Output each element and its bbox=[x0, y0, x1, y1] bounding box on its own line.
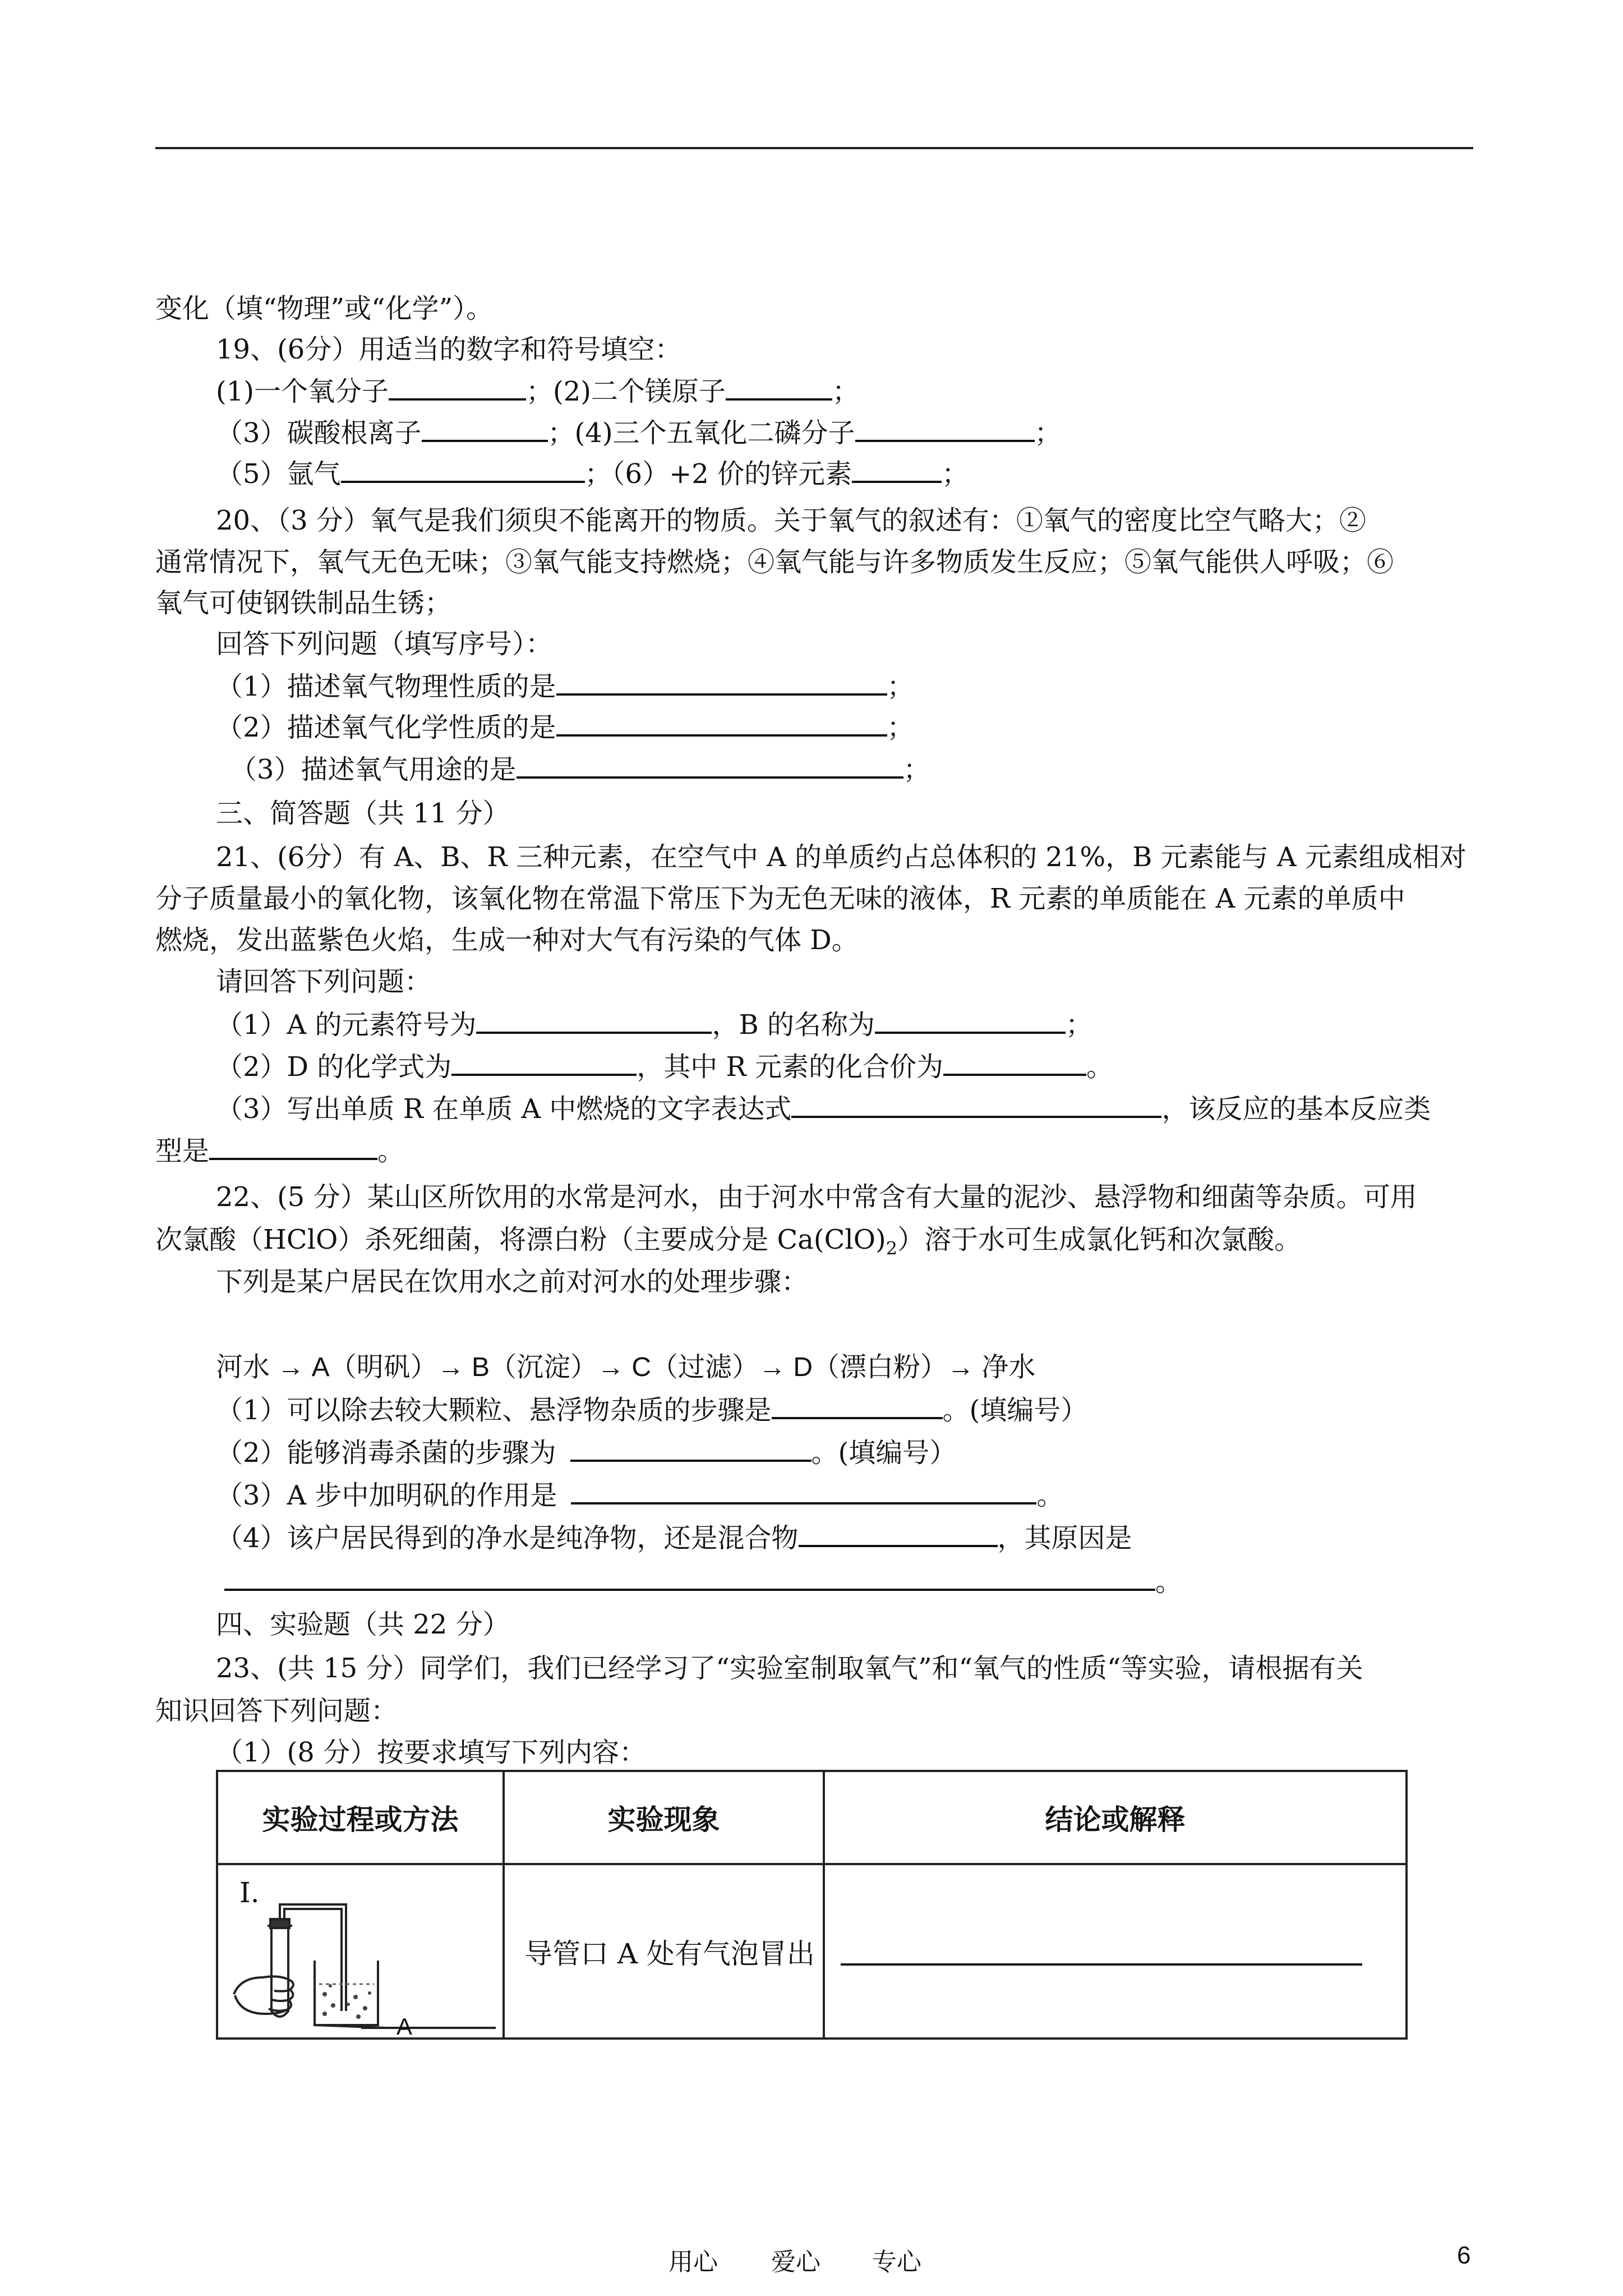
answer-blank[interactable] bbox=[852, 456, 942, 483]
answer-blank[interactable] bbox=[855, 415, 1035, 442]
question-21-row-1: （1）A 的元素符号为 ，B 的名称为 ； bbox=[216, 1007, 1092, 1042]
question-20-row-1: （1）描述氧气物理性质的是 ； bbox=[216, 669, 914, 703]
phenomenon-cell bbox=[504, 1864, 824, 2039]
answer-blank[interactable] bbox=[772, 1392, 943, 1419]
question-19-row-2: （3）碳酸根离子 ；(4)三个五氧化二磷分子 ； bbox=[216, 415, 1062, 450]
answer-blank[interactable] bbox=[799, 1520, 998, 1547]
answer-blank[interactable] bbox=[875, 1007, 1066, 1034]
text-line: （1）(8 分）按要求填写下列内容： bbox=[216, 1737, 647, 1768]
footer-text: 专心 bbox=[872, 2248, 921, 2276]
section-title: 四、实验题（共 22 分） bbox=[216, 1609, 510, 1640]
answer-blank[interactable] bbox=[209, 1133, 377, 1160]
question-20-row-2: （2）描述氧气化学性质的是 ； bbox=[216, 710, 914, 744]
table-header-row bbox=[217, 1771, 1407, 1864]
answer-blank[interactable] bbox=[556, 669, 887, 696]
phenomenon-text: 导管口 A 处有气泡冒出 bbox=[524, 1937, 815, 1970]
question-20-title: 20、（3 分）氧气是我们须臾不能离开的物质。关于氧气的叙述有：①氧气的密度比空气略大；② bbox=[216, 505, 1366, 536]
page-number: 6 bbox=[1457, 2242, 1471, 2269]
question-21-row-2: （2）D 的化学式为 ，其中 R 元素的化合价为 。 bbox=[216, 1049, 1113, 1084]
answer-blank[interactable] bbox=[389, 374, 526, 401]
text-line: 次氯酸（HClO）杀死细菌，将漂白粉（主要成分是 $Ca(ClO)_2$）溶于水可生成氯化钙和次氯酸。 bbox=[155, 1224, 1302, 1259]
experiment-table bbox=[216, 1770, 1408, 2040]
question-21-title: 21、(6分）有 A、B、R 三种元素，在空气中 A 的单质约占总体积的 21%，B 元素能与 A 元素组成相对 bbox=[216, 841, 1467, 873]
table-header: 实验现象 bbox=[504, 1771, 824, 1864]
question-21-row-3-cont: 型是 。 bbox=[155, 1133, 404, 1168]
answer-blank[interactable] bbox=[943, 1049, 1086, 1076]
footer-text: 爱心 bbox=[771, 2248, 820, 2276]
question-19-row-3: （5）氩气 ；（6）+2 价的锌元素 ； bbox=[216, 456, 969, 491]
question-22-row-4-cont: 。 bbox=[224, 1564, 1182, 1599]
question-22-row-2: （2）能够消毒杀菌的步骤为 。(填编号） bbox=[216, 1435, 956, 1470]
answer-blank[interactable] bbox=[517, 752, 903, 779]
answer-blank[interactable] bbox=[224, 1564, 1155, 1591]
text-line: 回答下列问题（填写序号）： bbox=[216, 628, 553, 660]
text-line: 知识回答下列问题： bbox=[155, 1695, 398, 1727]
question-19-row-1: (1)一个氧分子 ；(2)二个镁原子 ； bbox=[216, 374, 859, 408]
footer-text: 用心 bbox=[668, 2248, 718, 2276]
text-line: 分子质量最小的氧化物，该氧化物在常温下常压下为无色无味的液体，R 元素的单质能在 A 元素的单质中 bbox=[155, 883, 1405, 914]
answer-blank[interactable] bbox=[791, 1091, 1161, 1118]
table-header: 结论或解释 bbox=[824, 1771, 1407, 1864]
question-22-row-1: （1）可以除去较大颗粒、悬浮物杂质的步骤是 。(填编号） bbox=[216, 1392, 1087, 1427]
question-21-row-3: （3）写出单质 R 在单质 A 中燃烧的文字表达式 ，该反应的基本反应类 bbox=[216, 1091, 1431, 1126]
table-header: 实验过程或方法 bbox=[217, 1771, 504, 1864]
text-line: 变化（填“物理”或“化学”）。 bbox=[155, 293, 494, 324]
question-23-title: 23、(共 15 分）同学们，我们已经学习了“实验室制取氧气”和“氧气的性质“等实验，请根据有关 bbox=[216, 1653, 1363, 1684]
answer-blank[interactable] bbox=[726, 374, 832, 401]
question-20-row-3: （3）描述氧气用途的是 ； bbox=[230, 752, 930, 786]
answer-blank[interactable] bbox=[571, 1478, 1036, 1504]
text-line: 下列是某户居民在饮用水之前对河水的处理步骤： bbox=[216, 1266, 809, 1297]
text-line: 请回答下列问题： bbox=[216, 966, 432, 997]
question-19-title: 19、(6分）用适当的数字和符号填空： bbox=[216, 334, 682, 365]
text-line: 燃烧，发出蓝紫色火焰，生成一种对大气有污染的气体 D。 bbox=[155, 924, 859, 956]
diagram-label-a: A bbox=[396, 2013, 413, 2036]
answer-blank[interactable] bbox=[570, 1435, 811, 1462]
airtightness-check-apparatus-diagram bbox=[218, 1865, 499, 2036]
method-cell bbox=[217, 1864, 504, 2039]
section-title: 三、简答题（共 11 分） bbox=[216, 798, 510, 829]
table-row bbox=[217, 1864, 1407, 2039]
answer-blank[interactable] bbox=[556, 710, 887, 737]
process-flow: 河水 → A（明矾）→ B（沉淀）→ C（过滤）→ D（漂白粉）→ 净水 bbox=[216, 1352, 1036, 1382]
answer-blank[interactable] bbox=[476, 1007, 712, 1034]
conclusion-cell[interactable] bbox=[824, 1864, 1407, 2039]
header-rule bbox=[155, 147, 1473, 149]
question-22-title: 22、(5 分）某山区所饮用的水常是河水，由于河水中常含有大量的泥沙、悬浮物和细菌等杂质。可用 bbox=[216, 1181, 1417, 1213]
question-22-row-4: （4）该户居民得到的净水是纯净物，还是混合物 ，其原因是 bbox=[216, 1520, 1132, 1555]
text-line: 氧气可使钢铁制品生锈； bbox=[155, 587, 452, 619]
answer-blank[interactable] bbox=[422, 415, 548, 442]
answer-blank[interactable] bbox=[841, 1963, 1362, 1966]
answer-blank[interactable] bbox=[341, 456, 585, 483]
answer-blank[interactable] bbox=[451, 1049, 637, 1076]
row-label: Ⅰ. bbox=[239, 1876, 260, 1909]
question-22-row-3: （3）A 步中加明矾的作用是 。 bbox=[216, 1478, 1063, 1512]
text-line: 通常情况下，氧气无色无味；③氧气能支持燃烧；④氧气能与许多物质发生反应；⑤氧气能供人呼吸；⑥ bbox=[155, 546, 1394, 578]
